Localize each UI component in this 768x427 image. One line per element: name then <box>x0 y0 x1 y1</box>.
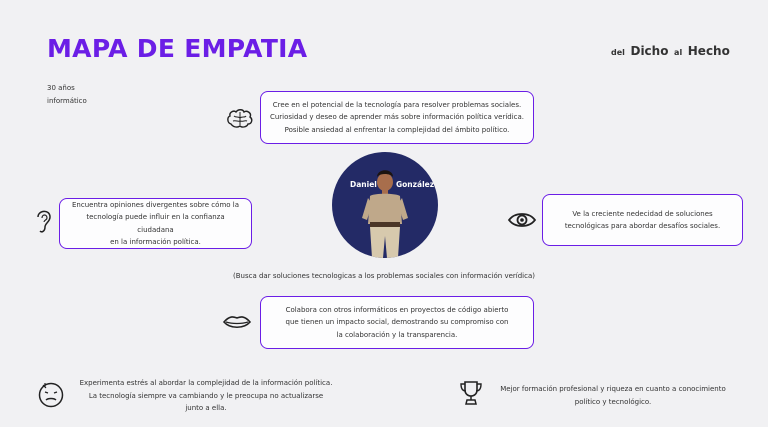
think-line-3: Posible ansiedad al enfrentar la complejidad del ámbito político. <box>284 125 510 134</box>
person-illustration <box>332 152 438 258</box>
gains-line-2: político y tecnológico. <box>574 397 652 406</box>
pains-line-3: junto a ella. <box>185 404 227 412</box>
gains-text <box>496 383 730 408</box>
think-card <box>260 91 534 144</box>
hear-line-3: en la información política. <box>110 238 201 246</box>
see-line-1: Ve la creciente nedecidad de soluciones <box>572 209 713 218</box>
pains-text <box>72 377 340 415</box>
say-line-3: la colaboración y la transparencia. <box>336 330 458 339</box>
say-card <box>260 296 534 349</box>
stressed-face-icon <box>37 381 65 409</box>
profile-meta <box>47 82 87 108</box>
hear-line-2: tecnología puede influir en la confianza ciudadana <box>86 213 225 234</box>
page-title: MAPA DE EMPATIA <box>47 34 308 63</box>
think-line-2: Curiosidad y deseo de aprender más sobre información política verídica. <box>269 113 525 122</box>
gains-line-1: Mejor formación profesional y riqueza en cuanto a conocimiento <box>500 385 726 393</box>
think-line-1: Cree en el potencial de la tecnología para resolver problemas sociales. <box>272 100 522 109</box>
brand-word-3: al <box>674 48 683 57</box>
trophy-icon <box>458 379 484 407</box>
avatar-last-name: González <box>396 180 435 189</box>
say-line-1: Colabora con otros informáticos en proyectos de código abierto <box>285 305 509 314</box>
mouth-icon <box>222 313 252 331</box>
ear-icon <box>34 207 54 235</box>
eye-icon <box>507 211 537 229</box>
see-card <box>542 194 743 246</box>
brand-logo <box>611 40 730 59</box>
say-line-2: que tienen un impacto social, demostrando su compromiso con <box>285 318 509 327</box>
brain-icon <box>226 108 254 130</box>
hear-card <box>59 198 252 249</box>
hear-line-1: Encuentra opiniones divergentes sobre cómo la <box>72 200 239 209</box>
pains-line-2: La tecnología siempre va cambiando y le preocupa no actualizarse <box>88 391 324 400</box>
profile-age: 30 años <box>47 84 75 92</box>
profile-occupation: informático <box>47 97 87 105</box>
avatar-first-name: Daniel <box>350 180 377 189</box>
brand-word-2: Dicho <box>630 44 669 58</box>
see-line-2: tecnológicas para abordar desafíos sociales. <box>564 222 721 230</box>
brand-word-4: Hecho <box>687 44 730 58</box>
brand-word-1: del <box>611 48 625 57</box>
pains-line-1: Experimenta estrés al abordar la complejidad de la información política. <box>79 379 333 387</box>
center-quote: (Busca dar soluciones tecnologicas a los problemas sociales con información verídica) <box>233 272 535 280</box>
avatar <box>332 152 438 258</box>
